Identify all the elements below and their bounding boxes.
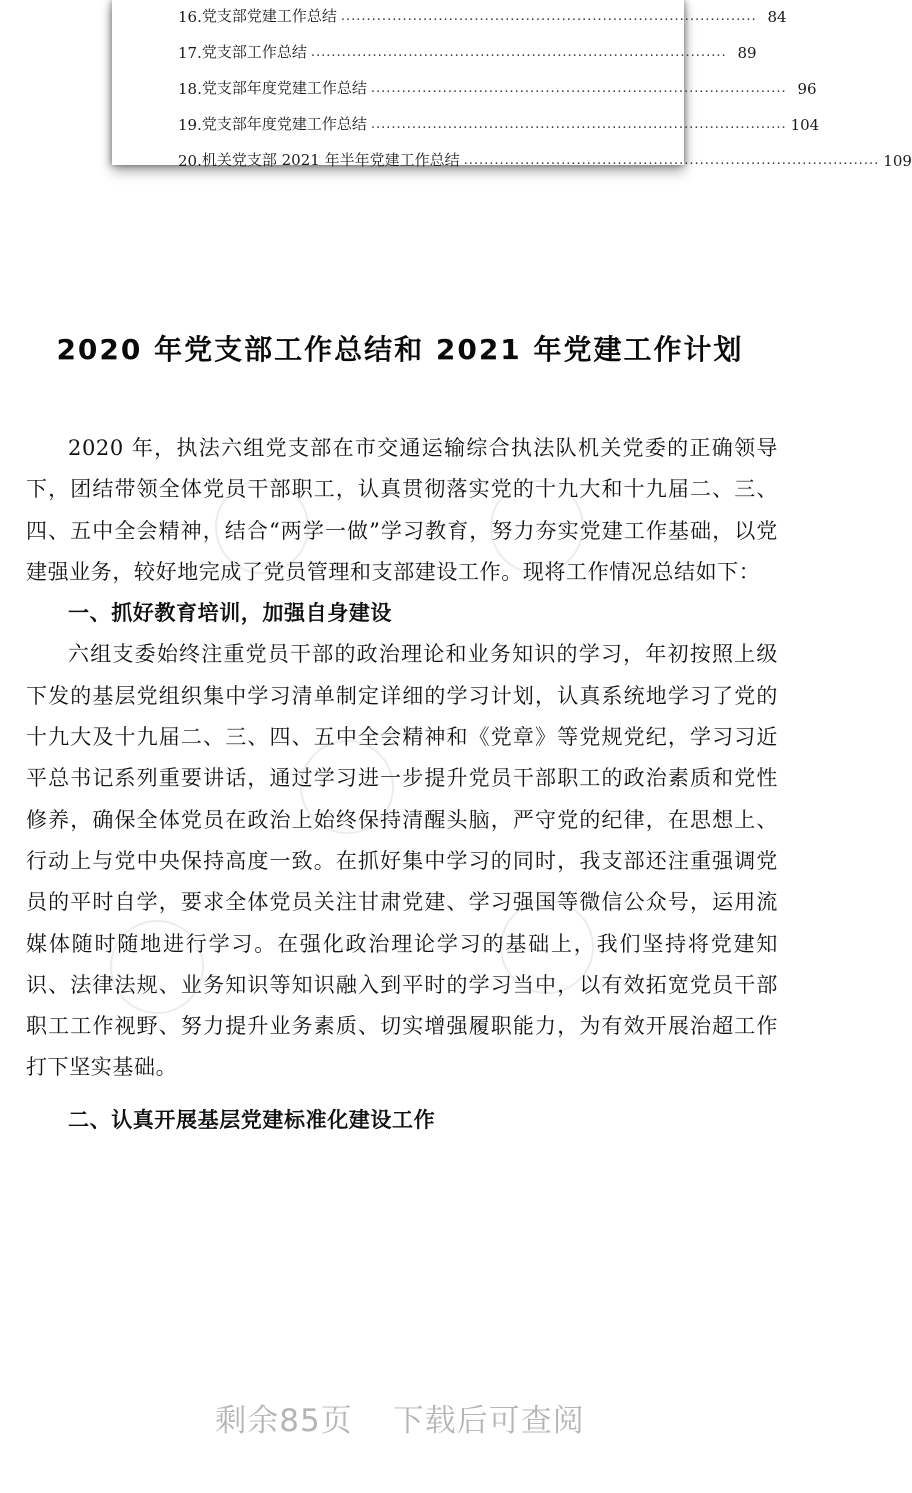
toc-entry-title: 党支部党建工作总结 (201, 7, 337, 25)
toc-entry-page: 84 (767, 8, 787, 26)
toc-entry-title: 党支部工作总结 (201, 43, 307, 61)
toc-entry-number: 16. (178, 8, 202, 26)
toc-entry[interactable] (178, 110, 820, 134)
section-heading: 二、认真开展基层党建标准化建设工作 (68, 1107, 436, 1132)
document-body (26, 428, 778, 1141)
toc-entry-number: 20. (178, 152, 202, 170)
toc-entry-title: 党支部年度党建工作总结 (201, 115, 367, 133)
toc-leader-dots: ................................................................................. (340, 9, 757, 24)
toc-leader-dots: ................................................................................. (370, 117, 787, 132)
toc-entry[interactable] (178, 74, 817, 98)
toc-entry-page: 109 (883, 152, 912, 170)
toc-entry-page: 104 (790, 116, 820, 134)
toc-leader-dots: ................................................................................. (370, 81, 787, 96)
toc-entry-number: 17. (178, 44, 202, 62)
toc-entry[interactable] (178, 146, 912, 170)
toc-entry-page: 89 (737, 44, 757, 62)
intro-paragraph: 2020 年，执法六组党支部在市交通运输综合执法队机关党委的正确领导下，团结带领全体党员干部职工，认真贯彻落实党的十九大和十九届二、三、四、五中全会精神，结合“两学一做”学习教育，努力夯实党建工作基础，以党建强业务，较好地完成了党员管理和支部建设工作。现将工作情况总结如下： (26, 436, 778, 584)
document-title: 2020 年党支部工作总结和 2021 年党建工作计划 (56, 333, 744, 366)
section-heading: 一、抓好教育培训，加强自身建设 (68, 601, 392, 626)
toc-entry-title: 机关党支部 2021 年半年党建工作总结 (201, 151, 460, 169)
toc-leader-dots: ................................................................................. (310, 45, 727, 60)
remaining-pages-label: 剩余85页 (215, 1403, 353, 1439)
toc-entry-page: 96 (797, 80, 817, 98)
download-prompt[interactable] (0, 1395, 800, 1440)
toc-entry[interactable] (178, 2, 787, 26)
toc-entry-number: 19. (178, 116, 202, 134)
toc-entry-title: 党支部年度党建工作总结 (201, 79, 367, 97)
toc-card (112, 0, 912, 170)
section-paragraph: 六组支委始终注重党员干部的政治理论和业务知识的学习，年初按照上级下发的基层党组织集中学习清单制定详细的学习计划，认真系统地学习了党的十九大及十九届二、三、四、五中全会精神和《党章》等党规党纪，学习习近平总书记系列重要讲话，通过学习进一步提升党员干部职工的政治素质和党性修养，确保全体党员在政治上始终保持清醒头脑，严守党的纪律，在思想上、行动上与党中央保持高度一致。在抓好集中学习的同时，我支部还注重强调党员的平时自学，要求全体党员关注甘肃党建、学习强国等微信公众号，运用流媒体随时随地进行学习。在强化政治理论学习的基础上，我们坚持将党建知识、法律法规、业务知识等知识融入到平时的学习当中，以有效拓宽党员干部职工工作视野、努力提升业务素质、切实增强履职能力，为有效开展治超工作打下坚实基础。 (26, 642, 778, 1080)
toc-entry-number: 18. (178, 80, 202, 98)
toc-leader-dots: ................................................................................. (463, 153, 880, 168)
download-to-read-label: 下载后可查阅 (392, 1403, 585, 1439)
toc-entry[interactable] (178, 38, 757, 62)
